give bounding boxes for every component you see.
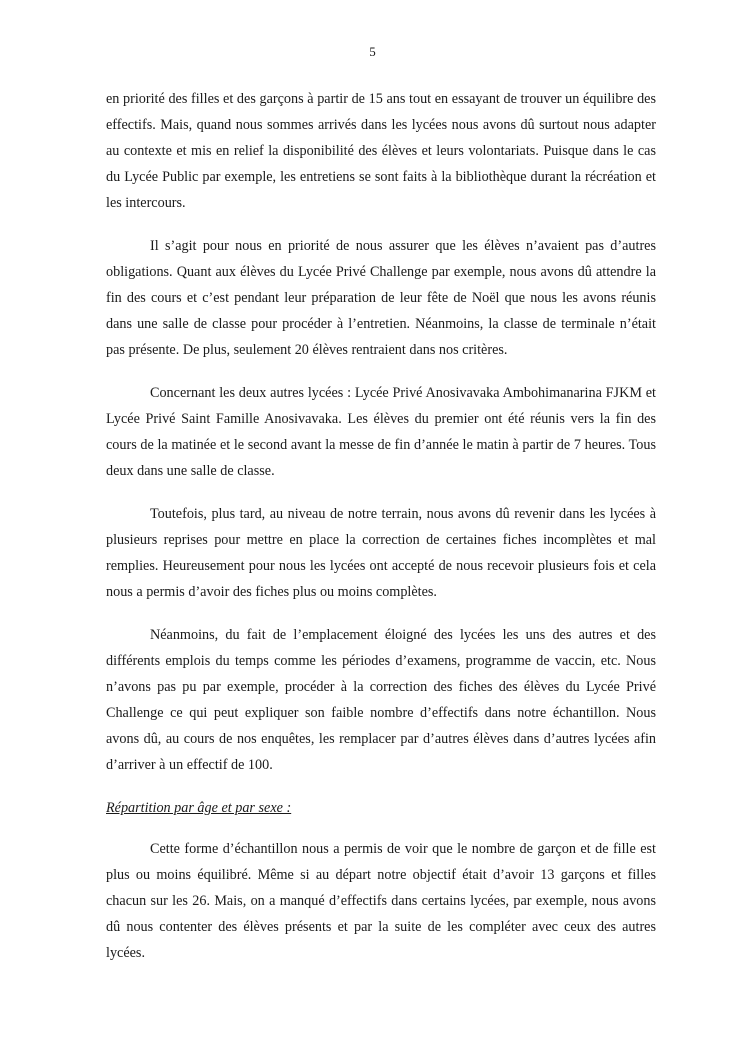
section-heading: Répartition par âge et par sexe : <box>106 800 292 816</box>
paragraph-constraints: Néanmoins, du fait de l’emplacement éloigné des lycées les uns des autres et des différents emplois du temps comme les périodes d’examens, programme de vaccin, etc. Nous n’avons pas pu par exemple, procéder à la correction des fiches des élèves du Lycée Privé Challenge ce qui peut expliquer son faible nombre d’effectifs dans notre échantillon. Nous avons dû, au cours de nos enquêtes, les remplacer par d’autres élèves dans d’autres lycées afin d’arriver à un effectif de 100. <box>106 627 656 773</box>
paragraph-corrections: Toutefois, plus tard, au niveau de notre terrain, nous avons dû revenir dans les lycées à plusieurs reprises pour mettre en place la correction de certaines fiches incomplètes et mal remplies. Heureusement pour nous les lycées ont accepté de nous recevoir plusieurs fois et cela nous a permis d’avoir des fiches plus ou moins complètes. <box>106 506 656 600</box>
page-number: 5 <box>369 44 376 59</box>
paragraph-obligations: Il s’agit pour nous en priorité de nous assurer que les élèves n’avaient pas d’autres obligations. Quant aux élèves du Lycée Privé Challenge par exemple, nous avons dû attendre la fin des cours et c’est pendant leur préparation de leur fête de Noël que nous les avons réunis dans une salle de classe pour procéder à l’entretien. Néanmoins, la classe de terminale n’était pas présente. De plus, seulement 20 élèves rentraient dans nos critères. <box>106 238 656 358</box>
paragraph-continuation: en priorité des filles et des garçons à partir de 15 ans tout en essayant de trouver un équilibre des effectifs. Mais, quand nous sommes arrivés dans les lycées nous avons dû surtout nous adapter au contexte et mis en relief la disponibilité des élèves et leurs volontariats. Puisque dans le cas du Lycée Public par exemple, les entretiens se sont faits à la bibliothèque durant la récréation et les intercours. <box>106 91 656 211</box>
paragraph-other-lycees: Concernant les deux autres lycées : Lycée Privé Anosivavaka Ambohimanarina FJKM et Lycée Privé Saint Famille Anosivavaka. Les élèves du premier ont été réunis vers la fin des cours de la matinée et le second avant la messe de fin d’année le matin à partir de 7 heures. Tous deux dans une salle de classe. <box>106 385 656 479</box>
document-body <box>106 86 656 983</box>
paragraph-age-sex: Cette forme d’échantillon nous a permis de voir que le nombre de garçon et de fille est plus ou moins équilibré. Même si au départ notre objectif était d’avoir 13 garçons et filles chacun sur les 26. Mais, on a manqué d’effectifs dans certains lycées, par exemple, nous avons dû nous contenter des élèves présents et par la suite de les compléter avec ceux des autres lycées. <box>106 841 656 961</box>
